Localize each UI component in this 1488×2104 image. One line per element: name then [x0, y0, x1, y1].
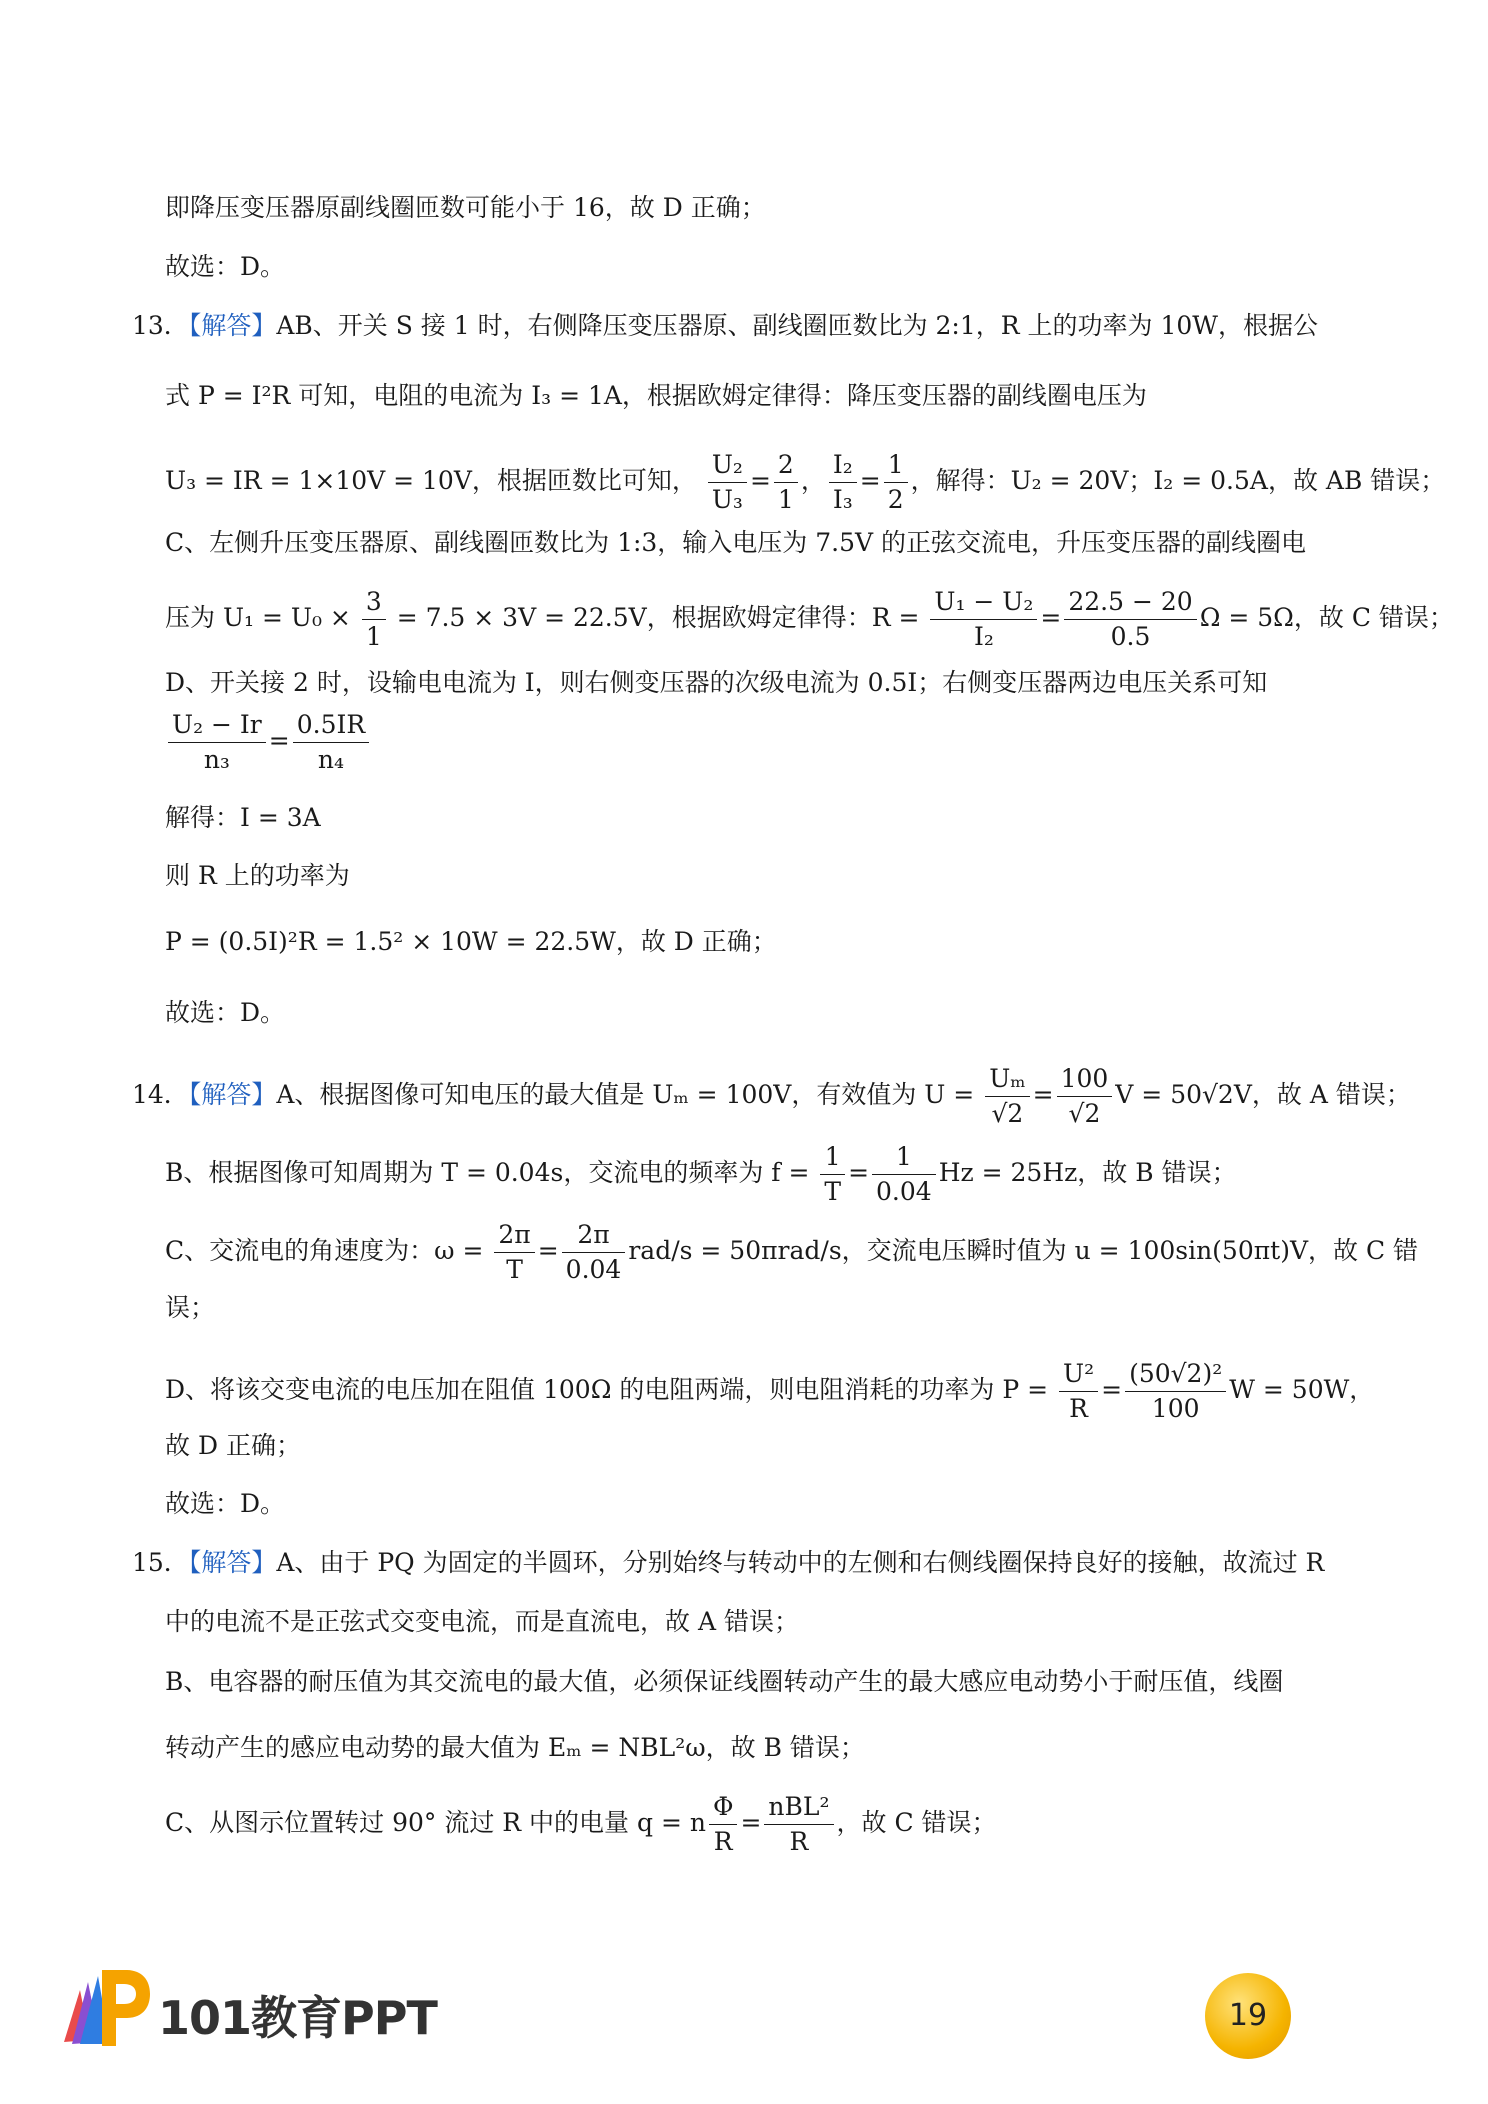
text-line: 故 D 正确； [165, 1431, 301, 1460]
text-line: 误； [165, 1293, 216, 1322]
fraction: $\frac{\text{I₂}}{\text{I₃}}$ [829, 448, 857, 517]
text-line: 解得：I = 3A [165, 803, 321, 832]
fraction: $\frac{0.5IR}{\text{n₄}}$ [293, 708, 369, 777]
question-number: 13． [132, 311, 189, 340]
text-segment: D、将该交变电流的电压加在阻值 100Ω 的电阻两端，则电阻消耗的功率为 P = [165, 1375, 1049, 1404]
question-15-line [132, 1545, 1324, 1581]
page-number-badge: 19 [1205, 1973, 1291, 2059]
fraction: $\frac{100}{√2}$ [1057, 1062, 1113, 1131]
formula-line: D、将该交变电流的电压加在阻值 100Ω 的电阻两端，则电阻消耗的功率为 P = $\frac{\text{U²}}{R}$ = $\frac{\text{(50√2)²}}{100}$ W = 50W， [165, 1357, 1374, 1426]
fraction: $\frac{\text{U₁ − U₂}}{\text{I₂}}$ [930, 585, 1037, 654]
text-segment: ，故 C 错误； [836, 1808, 997, 1837]
text-segment: A、由于 PQ 为固定的半圆环，分别始终与转动中的左侧和右侧线圈保持良好的接触，故流过 R [276, 1548, 1325, 1577]
text-line: 则 R 上的功率为 [165, 861, 350, 890]
text-line: 故选：D。 [165, 1489, 286, 1518]
text-line: 故选：D。 [165, 252, 286, 281]
formula-line: 压为 U₁ = U₀ × $\frac{3}{1}$ = 7.5 × 3V = 22.5V，根据欧姆定律得：R = $\frac{\text{U₁ − U₂}}{\text{I₂}}$ = $\frac{22.5 - 20}{0.5}$ Ω = 5Ω，故 C 错误； [165, 585, 1454, 654]
logo-text: 101教育PPT [158, 1991, 437, 2045]
question-14-line: 14．【解答】A、根据图像可知电压的最大值是 Uₘ = 100V，有效值为 U = $\frac{\text{Uₘ}}{√2}$ = $\frac{100}{√2}$ V = 50√2V，故 A 错误； [132, 1062, 1411, 1131]
question-13-line [132, 308, 1318, 344]
text-line: P = (0.5I)²R = 1.5² × 10W = 22.5W，故 D 正确； [165, 927, 777, 956]
text-segment: C、交流电的角速度为：ω = [165, 1236, 484, 1265]
logo-icon [50, 1960, 150, 2050]
text-segment: Ω = 5Ω，故 C 错误； [1199, 603, 1454, 632]
fraction: $\frac{3}{1}$ [362, 585, 386, 654]
fraction: $\frac{1}{0.04}$ [872, 1140, 936, 1209]
formula-line: U₃ = IR = 1×10V = 10V，根据匝数比可知， $\frac{\text{U₂}}{\text{U₃}}$ = $\frac{2}{1}$ ， $\frac{\text{I₂}}{\text{I₃}}$ = $\frac{1}{2}$ ，解得：U₂ = 20V；I₂ = 0.5A，故 AB 错误； [165, 448, 1445, 517]
answer-tag: 【解答】 [188, 1548, 277, 1577]
fraction: $\frac{2\pi}{T}$ [494, 1218, 534, 1287]
fraction: $\frac{1}{2}$ [884, 448, 908, 517]
question-number: 14． [132, 1080, 189, 1109]
formula-line: C、从图示位置转过 90° 流过 R 中的电量 q = n $\frac{\Phi}{R}$ = $\frac{\text{nBL²}}{R}$ ，故 C 错误； [165, 1790, 997, 1859]
fraction: $\frac{1}{T}$ [820, 1140, 845, 1209]
text-segment: 压为 U₁ = U₀ × [165, 603, 351, 632]
text-line: 式 P = I²R 可知，电阻的电流为 I₃ = 1A，根据欧姆定律得：降压变压器的副线圈电压为 [165, 381, 1147, 410]
formula-line: B、根据图像可知周期为 T = 0.04s，交流电的频率为 f = $\frac{1}{T}$ = $\frac{1}{0.04}$ Hz = 25Hz，故 B 错误； [165, 1140, 1237, 1209]
text-line: D、开关接 2 时，设输电电流为 I，则右侧变压器的次级电流为 0.5I；右侧变压器两边电压关系可知 [165, 668, 1268, 697]
text-segment: U₃ = IR = 1×10V = 10V，根据匝数比可知， [165, 466, 697, 495]
fraction: $\frac{\text{U²}}{R}$ [1059, 1357, 1098, 1426]
text-segment: B、根据图像可知周期为 T = 0.04s，交流电的频率为 f = [165, 1158, 810, 1187]
text-segment: V = 50√2V，故 A 错误； [1115, 1080, 1411, 1109]
fraction: $\frac{\Phi}{R}$ [709, 1790, 738, 1859]
fraction: $\frac{\text{U₂}}{\text{U₃}}$ [708, 448, 747, 517]
text-segment: Hz = 25Hz，故 B 错误； [938, 1158, 1237, 1187]
text-line: 中的电流不是正弦式交变电流，而是直流电，故 A 错误； [165, 1607, 799, 1636]
fraction: $\frac{\text{nBL²}}{R}$ [764, 1790, 833, 1859]
text-line: B、电容器的耐压值为其交流电的最大值，必须保证线圈转动产生的最大感应电动势小于耐压值，线圈 [165, 1667, 1284, 1696]
formula-line: $\frac{\text{U₂ − Ir}}{\text{n₃}}$ = $\frac{0.5IR}{\text{n₄}}$ [165, 708, 372, 777]
fraction: $\frac{\text{U₂ − Ir}}{\text{n₃}}$ [168, 708, 266, 777]
text-line: 转动产生的感应电动势的最大值为 Eₘ = NBL²ω，故 B 错误； [165, 1733, 865, 1762]
brand-logo [50, 1960, 470, 2050]
fraction: $\frac{\text{Uₘ}}{√2}$ [985, 1062, 1029, 1131]
text-segment: = 7.5 × 3V = 22.5V，根据欧姆定律得：R = [396, 603, 920, 632]
fraction: $\frac{2}{1}$ [774, 448, 798, 517]
fraction: $\frac{\text{(50√2)²}}{100}$ [1125, 1357, 1226, 1426]
text-line: 即降压变压器原副线圈匝数可能小于 16，故 D 正确； [165, 193, 766, 222]
fraction: $\frac{2\pi}{0.04}$ [562, 1218, 626, 1287]
text-segment: A、根据图像可知电压的最大值是 Uₘ = 100V，有效值为 U = [276, 1080, 975, 1109]
fraction: $\frac{22.5 - 20}{0.5}$ [1064, 585, 1196, 654]
text-segment: rad/s = 50πrad/s，交流电压瞬时值为 u = 100sin(50πt)V，故 C 错 [628, 1236, 1419, 1265]
text-line: 故选：D。 [165, 998, 286, 1027]
text-segment: C、从图示位置转过 90° 流过 R 中的电量 q = n [165, 1808, 706, 1837]
text-segment: ，解得：U₂ = 20V；I₂ = 0.5A，故 AB 错误； [910, 466, 1446, 495]
answer-tag: 【解答】 [188, 311, 277, 340]
text-segment: AB、开关 S 接 1 时，右侧降压变压器原、副线圈匝数比为 2:1，R 上的功率为 10W，根据公 [276, 311, 1318, 340]
text-segment: W = 50W， [1229, 1375, 1375, 1404]
question-number: 15． [132, 1548, 189, 1577]
answer-tag: 【解答】 [188, 1080, 277, 1109]
text-line: C、左侧升压变压器原、副线圈匝数比为 1:3，输入电压为 7.5V 的正弦交流电，升压变压器的副线圈电 [165, 528, 1307, 557]
formula-line: C、交流电的角速度为：ω = $\frac{2\pi}{T}$ = $\frac{2\pi}{0.04}$ rad/s = 50πrad/s，交流电压瞬时值为 u = 100sin(50πt)V，故 C 错 [165, 1218, 1418, 1287]
